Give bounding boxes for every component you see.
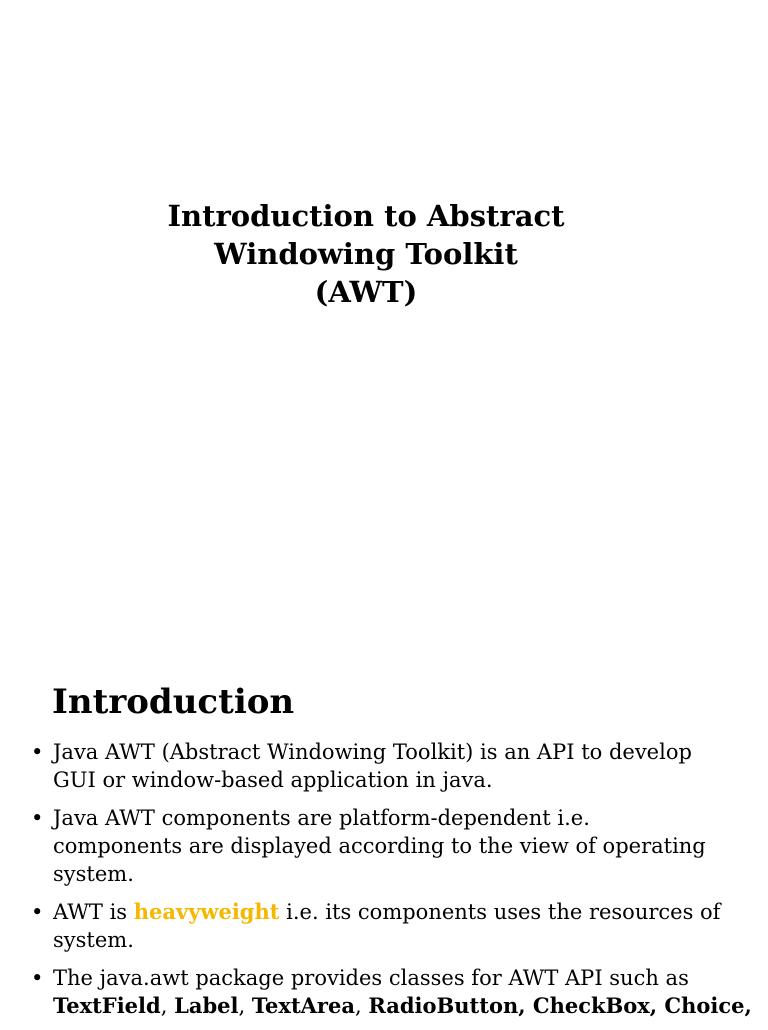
bullet-icon: • (31, 900, 44, 924)
bullet-text-line: components are displayed according to the view of operating (53, 834, 706, 858)
separator: , (354, 994, 369, 1018)
bullet-text-line: Java AWT (Abstract Windowing Toolkit) is an API to develop (53, 740, 692, 764)
bullet-icon: • (31, 806, 44, 830)
bullet-text-line: system. (53, 862, 134, 886)
slide-title (0, 197, 732, 311)
bullet-text-line (53, 898, 738, 926)
bullet-item-1 (0, 738, 768, 794)
slide-title-line-3: (AWT) (314, 275, 418, 309)
section-heading: Introduction (52, 682, 295, 722)
separator: , (238, 994, 252, 1018)
class-name-textarea: TextArea (251, 993, 355, 1018)
bullet-text-prefix: AWT is (53, 900, 134, 924)
bullet-list (0, 738, 768, 1030)
bullet-item-2 (0, 804, 768, 888)
class-name-label: Label (174, 993, 239, 1018)
class-name-list: RadioButton, CheckBox, Choice, (368, 993, 752, 1018)
bullet-item-4 (0, 964, 768, 1020)
bullet-item-3 (0, 898, 768, 954)
slide-title-line-2: Windowing Toolkit (214, 237, 518, 271)
separator: , (160, 994, 175, 1018)
bullet-text-line: Java AWT components are platform-dependent i.e. (53, 806, 590, 830)
bullet-text-line (53, 992, 752, 1020)
bullet-icon: • (31, 966, 44, 990)
slide-title-line-1: Introduction to Abstract (167, 199, 565, 233)
bullet-text-suffix: i.e. its components uses the resources of (279, 900, 721, 924)
bullet-text-line: The java.awt package provides classes for AWT API such as (53, 966, 689, 990)
class-name-textfield: TextField (53, 993, 161, 1018)
bullet-icon: • (31, 740, 44, 764)
highlighted-term: heavyweight (133, 899, 280, 924)
bullet-text-line: system. (53, 928, 134, 952)
bullet-text-line: GUI or window-based application in java. (53, 768, 493, 792)
